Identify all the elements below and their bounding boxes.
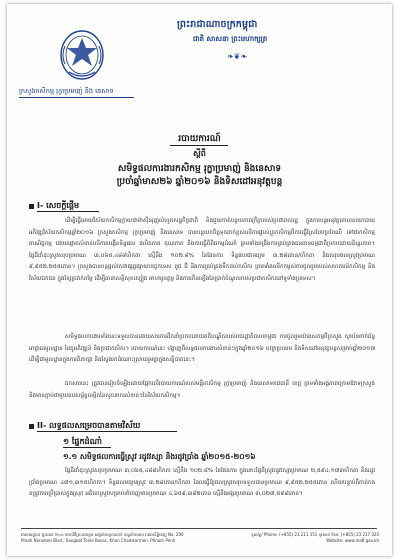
footer-rule xyxy=(21,528,377,529)
ministry-name: ក្រសួងកសិកម្ម រុក្ខាប្រមាញ់ និង នេសាទ xyxy=(19,87,114,95)
national-motto: ជាតិ សាសនា ព្រះមហាក្សត្រ xyxy=(193,35,268,43)
document-title: របាយការណ៍ xyxy=(178,134,221,144)
svg-text:❧❦❧: ❧❦❧ xyxy=(226,52,248,60)
kingdom-title: ព្រះរាជាណាចក្រកម្ពុជា xyxy=(177,19,258,30)
footer-address: អាសយដ្ឋាន៖ ផ្ទះលេខ ២០០ មហាវិថីព្រះនរោត្តម សង្កាត់ទន្លេបាសាក់ ខណ្ឌចំការមន រាជធានីភ្នំពេញ No. 200 Preah Norodom Blvd., Sangkat Tonle Basac, Khan Chamkarmon, Phnom Penh xyxy=(21,532,184,543)
section-bullet xyxy=(29,424,34,429)
document-title-underline xyxy=(170,145,228,146)
section-1-paragraph-1: ដើម្បីធ្វើអោយវិស័យកសិកម្មក្លាយជាម៉ាស៊ីនរុញលំហូរសេដ្ឋកិច្ចជាតិ និងជួយកាត់បន្ថយភាពក្រីក្ររបស់ប្រជាពលរដ្ឋ ក្នុងការបន្តអនុវត្តគោលនយោបាយអភិវឌ្ឍវិស័យកសិកម្មឆ្នាំ២០១៦ ក្រសួងកសិកម្ម រុក្ខាប្រមាញ់ និងនេសាទ បានបន្តយកចិត្តទុកដាក់ខ្ពស់លើការផ្លាស់ប្តូរកសិកម្មពីការធ្វើស្រែបែបប្រពៃណី ទៅជាកសិកម្មពាណិជ្ជកម្ម ដោយផ្តោតសំខាន់លើការបង្កើនទិន្នផល ផលិតភាព គុណភាព និងការធ្វើពិពិធកម្មដំណាំ ព្រមទាំងពង្រឹងការគ្រប់គ្រងធនធានធម្មជាតិប្រកបដោយនិរន្តរភាព។ ផ្ទៃដីដាំដុះស្រូវសរុបប្រមាណ ៣,០៦៥,៤៨៨ហិកតា ស្មើនឹង ១០២.៨% នៃផែនការ ទិន្នផលជាមធ្យម ៣.២៨តោន/ហិកតា និងសរុបផលស្រូវប្រមាណ ៩,៩៥២,២៥៥តោន។ ក្រសួងបានបន្តផ្តល់សេវាផ្សព្វផ្សាយបច្ចេកទេស ពូជ ជី និងការគ្រប់គ្រងទឹកដល់កសិករ ព្រមទាំងលើកកម្ពស់ការចូលរួមរបស់សហគមន៍កសិកម្ម និងវិស័យឯកជន ក្នុងខ្សែច្រវាក់តម្លៃ ដើម្បីធានាសន្តិសុខស្បៀង អាហារូបត្ថម្ភ និងការកើនឡើងនៃប្រាក់ចំណូលរបស់ប្រជាកសិករនៅទូទាំងប្រទេស។ xyxy=(29,218,375,282)
ministry-emblem-icon xyxy=(57,28,107,84)
section-bullet xyxy=(29,204,34,209)
section-1-underline xyxy=(37,211,99,212)
subsection-1-heading: ១ ផ្នែកដំណាំ xyxy=(63,437,102,446)
section-1-heading: I- សេចក្តីផ្តើម xyxy=(37,201,80,210)
subsection-1-underline xyxy=(63,447,111,448)
ministry-underline xyxy=(19,97,134,98)
footer-contact: ទូរស័ព្ទ/ Phone: (+855) 23 211 351 ទូរសារ/ Fax: (+855) 23 217 320 Website: www.maff.gov.kh xyxy=(251,532,379,543)
document-page xyxy=(7,4,392,556)
subsection-1-1-paragraph: ផ្ទៃដីដាំដុះស្រូវសរុបប្រមាណ ៣,០៦៥,៤៨៨ហិកតា ស្មើនឹង ១០២.៨% នៃផែនការ ក្នុងនោះផ្ទៃដីស្រូវរដូវវស្សាប្រមាណ ២,៥៩៤,១៧៣ហិកតា និងរដូវប្រាំងប្រមាណ ៤៧១,៣១៥ហិកតា។ ទិន្នផលមធ្យមស្រូវ ៣.២៨តោន/ហិកតា ដែលធ្វើឱ្យផលស្រូវសរុបទទួលបានប្រមាណ ៩,៩៥២,២៥៥តោន ហើយបន្ទាប់ពីកាត់កងតម្រូវការប្រើប្រាស់ក្នុងស្រុក អតិរេកស្រូវសម្រាប់នាំចេញមានប្រមាណ ៤,៦៥៩,៣៨២តោន ស្មើនឹងអង្ករប្រមាណ ៣,០២៧,៥៩៨តោន។ xyxy=(29,468,375,497)
document-subtitle-line-2: ប្រចាំឆ្នាំមាស២៦ ឆ្នាំ២០១៦ និងទិសដៅអនុវត្តបន្ត xyxy=(116,177,283,187)
document-about-label: ស្តីពី xyxy=(193,149,206,158)
subsection-1-1-heading: ១.១ សមិទ្ធផលការធ្វើស្រូវ រដូវវស្សា និងរដូវប្រាំង ឆ្នាំ២០១៥-២០១៦ xyxy=(63,452,256,461)
section-1-paragraph-3: ឯកសារនេះ ត្រូវបានរៀបចំឡើងដោយផ្អែកលើរបាយការណ៍របស់មន្ទីរកសិកម្ម រុក្ខាប្រមាញ់ និងនេសាទរាជធានី ខេត្ត ព្រមទាំងអង្គភាពក្រោមឱវាទក្រសួង និងមានភ្ជាប់ជាមួយឧបសម្ព័ន្ធលម្អិតនៃសូចនាករសំខាន់ៗនៃវិស័យកសិកម្ម។ xyxy=(29,381,375,399)
document-subtitle-line-1: សមិទ្ធផលការងារកសិកម្ម រុក្ខាប្រមាញ់ និងនេសាទ xyxy=(117,164,282,174)
section-2-heading: II- លទ្ធផលសម្រេចបានតាមវិស័យ xyxy=(37,421,141,430)
ornament-divider xyxy=(207,52,267,60)
section-2-underline xyxy=(37,431,177,432)
section-1-paragraph-2: សមិទ្ធផលការងារទាំងនេះទទួលបានដោយសារការដឹកនាំប្រកបដោយគតិបណ្ឌិតរបស់រាជរដ្ឋាភិបាលកម្ពុជា ការចូលរួមយ៉ាងសកម្មពីក្រសួង ស្ថាប័នពាក់ព័ន្ធ អាជ្ញាធរមូលដ្ឋាន ដៃគូអភិវឌ្ឍន៍ និងប្រជាកសិករ។ របាយការណ៍នេះ បង្ហាញពីលទ្ធផលការងារសំខាន់ៗក្នុងឆ្នាំ២០១៦ បញ្ហាប្រឈម និងទិសដៅអនុវត្តបន្តសម្រាប់ឆ្នាំ២០១៧ ដើម្បីជាមូលដ្ឋានក្នុងការពិភាក្សា និងស្វែងរកដំណោះស្រាយរួមគ្នាក្នុងសន្និបាតនេះ។ xyxy=(29,334,375,363)
